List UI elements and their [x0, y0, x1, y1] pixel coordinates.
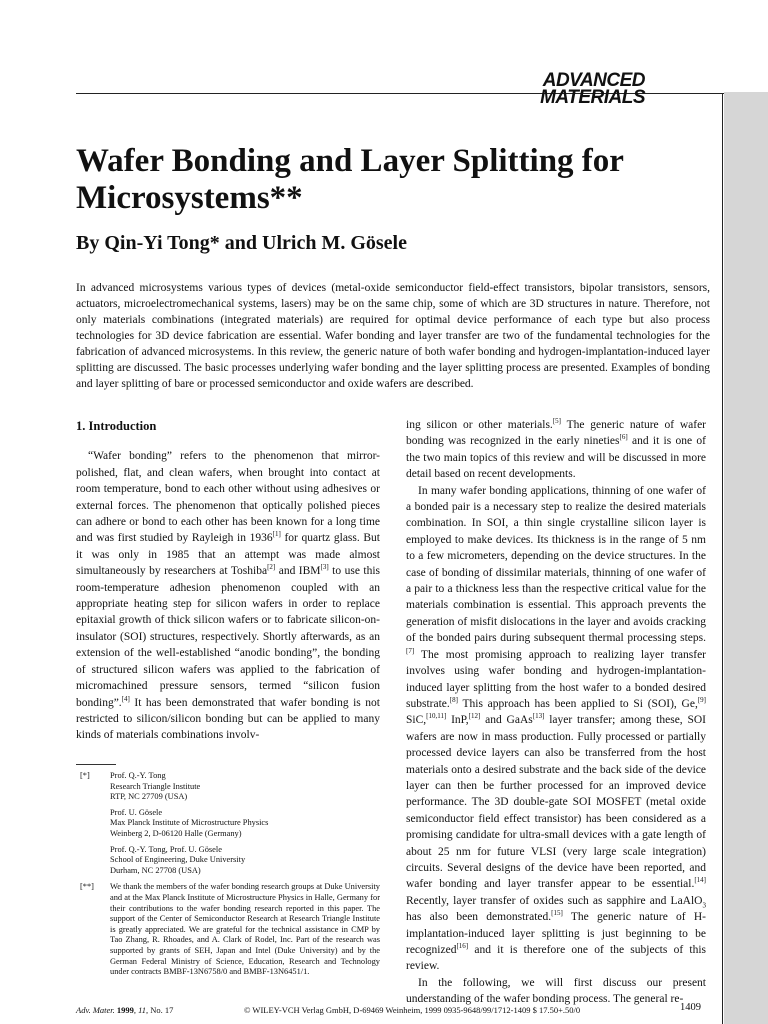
citation[interactable]: [13]: [532, 712, 545, 721]
citation[interactable]: [10,11]: [426, 712, 447, 721]
left-column: [76, 418, 380, 744]
section-heading: 1. Introduction: [76, 419, 157, 433]
citation[interactable]: [4]: [121, 694, 130, 703]
citation[interactable]: [2]: [267, 563, 276, 572]
abstract: In advanced microsystems various types of devices (metal-oxide semiconductor field-effect transistors, bipolar transistors, sensors, actuators, microelectromechanical systems, lasers) may be on the same chip, some of which are 3D structures in nature. Therefore, not only materials combinations (integrated materials) are required for optimal device performance of each type but also process technologies for 3D device fabrication are essential. Wafer bonding and layer transfer are two of the fundamental technologies for the fabrication of advanced microsystems. In this review, the generic nature of both wafer bonding and hydrogen-implantation-induced layer splitting are discussed. The basic processes underlying wafer bonding and the layer splitting process are presented. Examples of bonding and layer splitting of bare or processed semiconductor and oxide wafers are described.: [76, 282, 710, 390]
footnotes: [76, 771, 380, 989]
article-title: Wafer Bonding and Layer Splitting for Microsystems**: [76, 143, 624, 216]
affiliation: Prof. Q.-Y. Tong, Prof. U. Gösele School of Engineering, Duke University Durham, NC 27708 (USA): [110, 844, 246, 875]
citation[interactable]: [5]: [552, 417, 561, 426]
citation[interactable]: [8]: [449, 696, 458, 705]
right-column: [406, 417, 706, 1008]
affiliation: Prof. U. Gösele Max Planck Institute of Microstructure Physics Weinberg 2, D-06120 Halle (Germany): [110, 807, 269, 838]
citation[interactable]: [3]: [320, 563, 329, 572]
affiliation: Prof. Q.-Y. Tong Research Triangle Institute RTP, NC 27709 (USA): [110, 771, 201, 802]
acknowledgement: We thank the members of the wafer bonding research groups at Duke University and at the Max Planck Institute of Microstructure Physics in Halle, Germany for their contributions to the wafer bonding research reported in this paper. The support of the Center of Semiconductor Research at Research Triangle Institute is greatly appreciated. We are grateful for the technical assistance in CMP by Tao Zhang, R. Rhoades, and A. Clark of Rodel, Inc. Part of the research was supported by grants of SEH, Japan and Intel (Duke University) and by the German Federal Ministry of Science, Education, Research and Technology under contracts BMBF-13N6758/0 and BMBF-13N6451/1.: [110, 882, 380, 977]
citation[interactable]: [7]: [406, 646, 415, 655]
paragraph: In the following, we will first discuss our present understanding of the wafer bonding process. The general re-: [406, 976, 706, 1006]
footer-citation: Adv. Mater. 1999, 11, No. 17: [76, 1005, 174, 1015]
paragraph: ing silicon or other materials.[5] The generic nature of wafer bonding was recognized in the early nineties[6] and it is one of the two main topics of this review and will be discussed in more detail based on recent developments.: [406, 417, 706, 481]
citation[interactable]: [6]: [619, 433, 628, 442]
page-number: 1409: [680, 1002, 701, 1013]
paragraph: In many wafer bonding applications, thinning of one wafer of a bonded pair is a necessary step to realize the desired materials combination. In SOI, a thin single crystalline silicon layer is employed to make devices. Its thickness is in the range of 5 nm to a few micrometers, depending on the device structures. In the case of bonding of dissimilar materials, thinning of one wafer of a pair to a thickness less than the respective critical value for the materials combination is essential. This approach prevents the generation of misfit dislocations in the layer and avoids cracking of the bonded pairs during subsequent thermal processing steps.[7] The most promising approach to realizing layer transfer involves using wafer bonding and hydrogen-implantation-induced layer splitting from the host wafer to a bonded desired substrate.[8] This approach has been applied to Si (SOI), Ge,[9] SiC,[10,11] InP,[12] and GaAs[13] layer transfer; among these, SOI wafers are now in mass production. Fully processed or partially processed device layers can also be transferred from the host materials onto a desired substrate and the back side of the device layer can then be further processed for an improved device performance. The 3D double-gate SOI MOSFET (metal oxide semiconductor field effect transistor) has been considered as a promising candidate for ultra-small devices with a gate length of about 25 nm for future VLSI (very large scale integration) circuits. Several designs of the device have been reported, and wafer bonding and layer transfer appear to be essential.[14] Recently, layer transfer of oxides such as sapphire and LaAlO$_3$ has also been demonstrated.[15] The generic nature of H-implantation-induced layer splitting is just beginning to be recognized[16] and it is therefore one of the subjects of this review.: [406, 484, 707, 973]
citation[interactable]: [12]: [468, 712, 481, 721]
footnote-rule: [76, 764, 116, 765]
citation[interactable]: [15]: [551, 909, 563, 918]
paragraph: “Wafer bonding” refers to the phenomenon that mirror-polished, flat, and clean wafers, when brought into contact at room temperature, bond to each other without using adhesives or external forces. The phenomenon that optically polished pieces can adhere or bond to each other has been known for a long time and was first studied by Rayleigh in 1936[1] for quartz glass. But it was only in 1985 that an attempt was made almost simultaneously by researchers at Toshiba[2] and IBM[3] to use this room-temperature adhesion phenomenon coupled with an appropriate heating step for silicon wafers in order to replace epitaxial growth of thick silicon wafers or to fabricate silicon-on-insulator (SOI) structures, respectively. Shortly afterwards, as an extension of the well-established “anodic bonding”, the bonding of structured silicon wafers was applied to the fabrication of micromachined pressure sensors, termed “silicon fusion bonding”.[4] It has been demonstrated that wafer bonding is not restricted to silicon/silicon bonding but can be applied to many kinds of materials combinations involv-: [76, 450, 381, 742]
subscript: 3: [702, 901, 706, 910]
footnote-mark: [*]: [80, 771, 90, 780]
footnote-mark: [**]: [80, 882, 94, 892]
citation[interactable]: [9]: [697, 696, 706, 705]
footer-publisher: © WILEY-VCH Verlag GmbH, D-69469 Weinheim, 1999 0935-9648/99/1712-1409 $ 17.50+.50/0: [244, 1005, 581, 1015]
citation[interactable]: [16]: [456, 942, 469, 951]
footnote: [76, 882, 380, 982]
footnote: [76, 771, 380, 876]
article-authors: By Qin-Yi Tong* and Ulrich M. Gösele: [76, 232, 407, 254]
column-rule: [722, 93, 723, 1024]
citation[interactable]: [14]: [694, 876, 706, 885]
journal-logo: ADVANCED MATERIALS: [540, 70, 645, 108]
citation[interactable]: [1]: [272, 530, 281, 539]
side-tab: [724, 92, 768, 1024]
